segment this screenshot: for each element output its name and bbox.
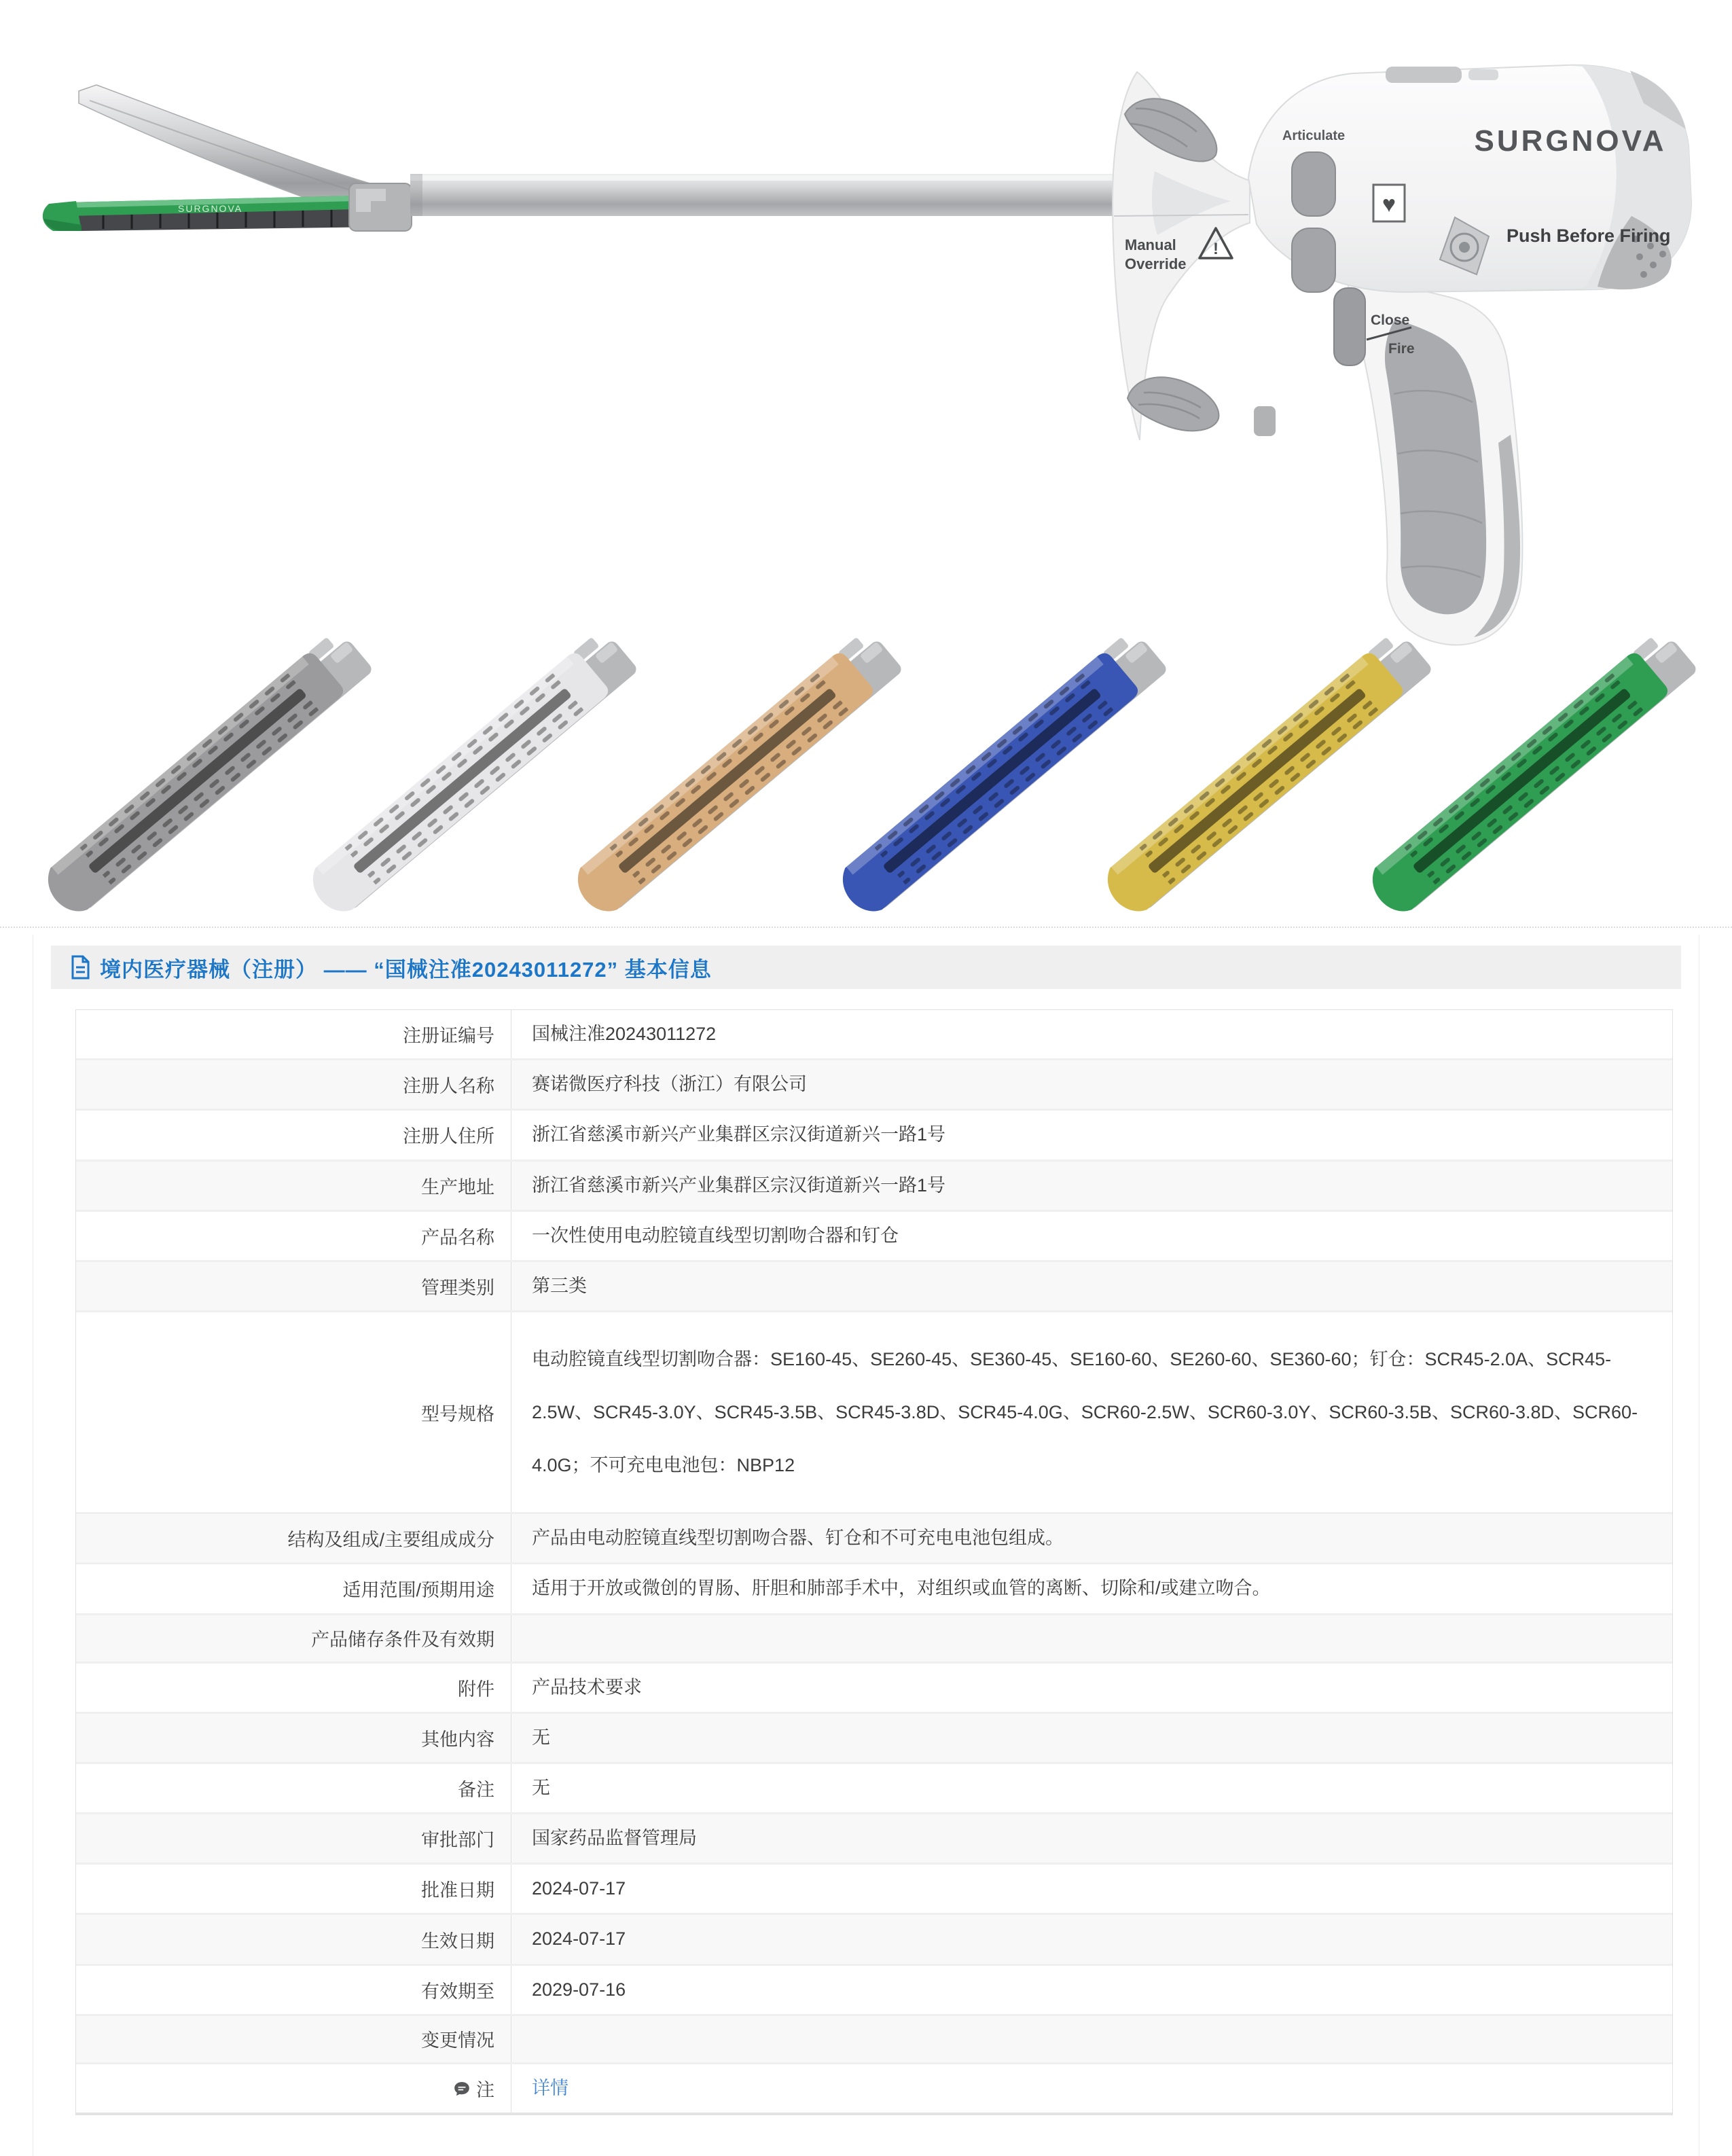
row-value — [511, 1212, 1672, 1260]
row-value-text: 第三类 — [532, 1275, 587, 1296]
row-label: 注册证编号 — [76, 1010, 511, 1058]
manual-override-label-line2: Override — [1125, 255, 1187, 272]
row-value-text: 产品由电动腔镜直线型切割吻合器、钉仓和不可充电电池包组成。 — [532, 1528, 1064, 1549]
row-value-text: 浙江省慈溪市新兴产业集群区宗汉街道新兴一路1号 — [532, 1174, 946, 1196]
table-row — [76, 1010, 1672, 1060]
row-label: 变更情况 — [76, 2016, 511, 2062]
row-value-text: 产品技术要求 — [532, 1676, 642, 1697]
row-value — [511, 1814, 1672, 1863]
table-row — [76, 2016, 1672, 2064]
row-label: 备注 — [76, 1764, 511, 1812]
articulate-button-down — [1292, 228, 1335, 292]
table-row — [76, 1714, 1672, 1764]
shaft-end-shade — [410, 174, 422, 216]
row-label: 型号规格 — [76, 1312, 511, 1512]
section-title: 境内医疗器械（注册） —— “国械注准20243011272” 基本信息 — [100, 957, 712, 982]
push-before-firing-label: Push Before Firing — [1507, 226, 1671, 246]
table-row — [76, 1564, 1672, 1615]
row-value — [511, 1262, 1672, 1310]
fire-label: Fire — [1388, 341, 1415, 357]
table-row — [76, 1514, 1672, 1564]
row-value — [511, 1865, 1672, 1913]
row-value-text: 2029-07-16 — [532, 1979, 626, 2000]
row-label: 附件 — [76, 1664, 511, 1712]
close-label: Close — [1371, 312, 1410, 328]
row-value — [511, 2016, 1672, 2062]
row-value-text: 国械注准20243011272 — [532, 1024, 717, 1044]
top-switch-small — [1468, 69, 1498, 80]
row-value — [511, 1111, 1672, 1159]
row-value-text: 浙江省慈溪市新兴产业集群区宗汉街道新兴一路1号 — [532, 1124, 946, 1145]
shaft-highlight — [410, 175, 1119, 181]
row-label — [76, 2064, 511, 2113]
row-value — [511, 1010, 1672, 1058]
section-header-bar — [51, 946, 1681, 989]
anvil-jaw — [79, 85, 379, 211]
row-value-text: 2024-07-17 — [532, 1878, 626, 1899]
trigger-button — [1334, 288, 1365, 365]
row-label: 结构及组成/主要组成成分 — [76, 1514, 511, 1562]
row-value-text: 国家药品监督管理局 — [532, 1828, 697, 1849]
row-value — [511, 1060, 1672, 1109]
warning-exclamation: ! — [1213, 240, 1219, 258]
row-value-text: 2024-07-17 — [532, 1928, 626, 1950]
table-row — [76, 1111, 1672, 1161]
row-label: 产品储存条件及有效期 — [76, 1615, 511, 1661]
row-label: 注册人住所 — [76, 1111, 511, 1159]
note-bubble-icon — [453, 2081, 471, 2098]
row-label: 审批部门 — [76, 1814, 511, 1863]
table-row — [76, 1615, 1672, 1664]
heart-icon: ♥ — [1382, 192, 1396, 217]
table-row — [76, 1664, 1672, 1714]
row-label: 产品名称 — [76, 1212, 511, 1260]
table-row — [76, 1312, 1672, 1514]
row-value-text: 无 — [532, 1727, 550, 1748]
table-row — [76, 1212, 1672, 1262]
brand-logo: SURGNOVA — [1474, 124, 1667, 158]
registration-table — [75, 1009, 1673, 2115]
row-label: 生产地址 — [76, 1162, 511, 1210]
row-value-text: 适用于开放或微创的胃肠、肝胆和肺部手术中，对组织或血管的离断、切除和/或建立吻合。 — [532, 1578, 1271, 1599]
firing-release-center — [1459, 242, 1470, 253]
table-row — [76, 1865, 1672, 1915]
row-label: 有效期至 — [76, 1966, 511, 2014]
row-label: 适用范围/预期用途 — [76, 1564, 511, 1613]
table-row — [76, 1060, 1672, 1111]
row-value — [511, 1664, 1672, 1712]
row-value — [511, 2064, 1672, 2113]
row-value — [511, 1714, 1672, 1762]
row-value — [511, 1764, 1672, 1812]
row-value-text: 电动腔镜直线型切割吻合器：SE160-45、SE260-45、SE360-45、SE160-60、SE260-60、SE360-60；钉仓：SCR45-2.0A、SCR45-2.5W、SCR45-3.0Y、SCR45-3.5B、SCR45-3.8D、SCR45-4.0G、SCR60-2.5W、SCR60-3.0Y、SCR60-3.5B、SCR60-3.8D、SCR60-4.0G；不可充电电池包：NBP12 — [532, 1349, 1638, 1476]
row-value — [511, 1514, 1672, 1562]
dotted-divider — [0, 927, 1732, 928]
row-value — [511, 1966, 1672, 2014]
row-value-text: 一次性使用电动腔镜直线型切割吻合器和钉仓 — [532, 1225, 899, 1246]
table-row — [76, 2064, 1672, 2115]
articulate-label: Articulate — [1282, 128, 1346, 143]
table-row — [76, 1262, 1672, 1312]
row-value — [511, 1615, 1672, 1661]
row-label-text: 注 — [476, 2079, 494, 2100]
top-switch — [1386, 67, 1462, 83]
row-label: 生效日期 — [76, 1915, 511, 1963]
registration-section — [33, 935, 1699, 2156]
articulate-button-up — [1292, 152, 1335, 216]
document-icon — [70, 955, 90, 980]
row-value — [511, 1564, 1672, 1613]
row-label: 注册人名称 — [76, 1060, 511, 1109]
row-value-text: 赛诺微医疗科技（浙江）有限公司 — [532, 1074, 807, 1095]
product-illustration — [0, 0, 1732, 924]
row-label: 批准日期 — [76, 1865, 511, 1913]
row-label: 其他内容 — [76, 1714, 511, 1762]
manual-override-label-line1: Manual — [1125, 236, 1176, 253]
table-row — [76, 1966, 1672, 2016]
table-row — [76, 1915, 1672, 1965]
stapler-device — [43, 65, 1691, 645]
details-link[interactable]: 详情 — [532, 2077, 569, 2098]
body-nub — [1254, 406, 1276, 436]
table-row — [76, 1814, 1672, 1865]
row-value-text: 无 — [532, 1777, 550, 1798]
row-value — [511, 1312, 1672, 1512]
row-label: 管理类别 — [76, 1262, 511, 1310]
table-row — [76, 1162, 1672, 1212]
row-value — [511, 1162, 1672, 1210]
cartridge-row — [38, 627, 1699, 922]
cartridge-brand-print: SURGNOVA — [178, 203, 243, 214]
row-value — [511, 1915, 1672, 1963]
table-row — [76, 1764, 1672, 1814]
